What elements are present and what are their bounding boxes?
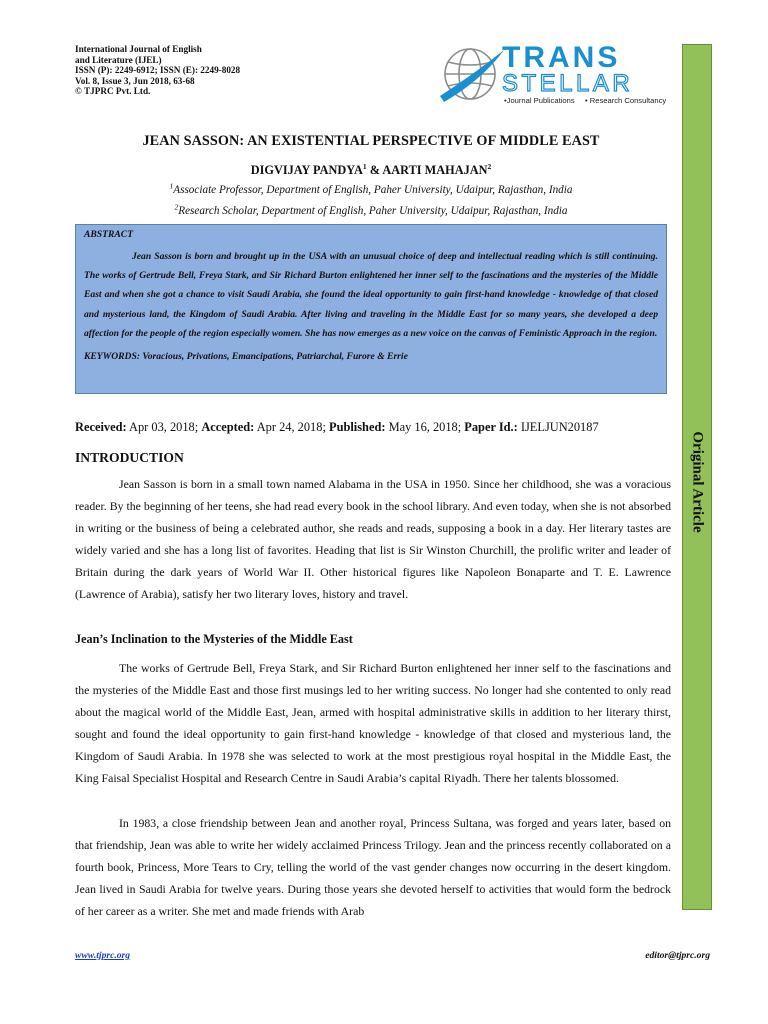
author-2-sup: 2 [487,161,492,171]
received-date: Apr 03, 2018; [126,420,202,434]
introduction-heading: INTRODUCTION [75,450,184,465]
issn: ISSN (P): 2249-6912; ISSN (E): 2249-8028 [75,65,241,76]
published-date: May 16, 2018; [385,420,465,434]
abstract-heading: ABSTRACT [84,229,134,240]
published-label: Published: [329,420,386,434]
affiliation-2 [75,202,667,217]
author-1-sup: 1 [362,161,367,171]
logo-word-trans: TRANS [502,41,621,74]
author-separator: & [366,163,383,177]
affiliation-2-text: Research Scholar, Department of English, Paher University, Udaipur, Rajasthan, India [178,205,568,217]
author-2: AARTI MAHAJAN [382,163,488,177]
section-subheading: Jean’s Inclination to the Mysteries of the Middle East [75,632,353,646]
keywords: KEYWORDS: Voracious, Privations, Emancipations, Patriarchal, Furore & Errie [84,351,408,363]
journal-name-line1: International Journal of English [75,44,202,54]
received-label: Received: [75,420,127,434]
affiliation-1-text: Associate Professor, Department of English, Paher University, Udaipur, Rajasthan, India [173,184,573,196]
body-paragraph-3: In 1983, a close friendship between Jean and another royal, Princess Sultana, was forged and years later, based on that friendship, Jean was able to write her widely acclaimed Princess Trilogy. Jean and the princess recently collaborated on a fourth book, Princess, More Tears to Cry, telling the world of the vast gender changes now occurring in the desert kingdom. Jean lived in Saudi Arabia for twelve years. During those years she devoted herself to activities that would form the bedrock of her career as a writer. She met and made friends with Arab [75,816,671,918]
intro-paragraph-1: Jean Sasson is born in a small town named Alabama in the USA in 1950. Since her childhood, she was a voracious reader. By the beginning of her teens, she had read every book in the school library. And even today, when she is not absorbed in writing or the business of being a celebrated author, she reads and reads, supposing a book in a day. Her literary tastes are widely varied and she has a long list of favorites. Heading that list is Sir Winston Churchill, the prolific writer and leader of Britain during the dark years of World War II. Other historical figures like Napoleon Bonaparte and T. E. Lawrence (Lawrence of Arabia), satisfy her two literary loves, history and travel. [75,477,671,601]
footer-email: editor@tjprc.org [645,950,710,961]
paper-title: JEAN SASSON: AN EXISTENTIAL PERSPECTIVE OF MIDDLE EAST [142,133,600,149]
article-type-label: Original Article [689,431,706,533]
abstract-box [75,224,667,394]
publication-dates [75,420,675,435]
accepted-label: Accepted: [201,420,255,434]
affiliation-1 [75,181,667,196]
accepted-date: Apr 24, 2018; [254,420,329,434]
logo-tagline-research: • Research Consultancy [585,96,667,105]
journal-info [75,44,375,97]
paper-id-label: Paper Id.: [464,420,518,434]
paper-id: IJELJUN20187 [517,420,599,434]
affiliation-2-sup: 2 [174,202,179,212]
volume-info: Vol. 8, Issue 3, Jun 2018, 63-68 [75,75,195,86]
transstellar-logo [438,40,670,110]
affiliation-1-sup: 1 [169,181,174,191]
authors [75,163,667,178]
logo-word-stellar: STELLAR [502,70,634,97]
body-paragraph-2: The works of Gertrude Bell, Freya Stark, and Sir Richard Burton enlightened her inner self to the fascinations and the mysteries of the Middle East and those first musings led to her writing success. No longer had she contented to only read about the magical world of the Middle East, Jean, armed with hospital administrative skills in addition to her literary thirst, sought and found the ideal opportunity to gain first-hand knowledge - knowledge of that closed and mysterious land, the Kingdom of Saudi Arabia. In 1978 she was selected to work at the most prestigious royal hospital in the Middle East, the King Faisal Specialist Hospital and Research Centre in Saudi Arabia’s capital Riyadh. There her talents blossomed. [75,661,671,785]
author-1: DIGVIJAY PANDYA [250,163,363,177]
logo-tagline-journal: •Journal Publications [504,96,575,105]
footer-website-link[interactable]: www.tjprc.org [75,950,131,961]
abstract-text: Jean Sasson is born and brought up in the USA with an unusual choice of deep and intellectual reading which is still continuing. The works of Gertrude Bell, Freya Stark, and Sir Richard Burton enlightened her inner self to the fascinations and the mysteries of the Middle East and when she got a chance to visit Saudi Arabia, she found the ideal opportunity to gain first-hand knowledge - knowledge of that closed and mysterious land, the Kingdom of Saudi Arabia. After living and traveling in the Middle East for so many years, she developed a deep affection for the people of the region especially women. She has now emerges as a new voice on the canvas of Feministic Approach in the region. [84,251,658,339]
copyright: © TJPRC Pvt. Ltd. [75,86,151,97]
journal-name-line2: and Literature (IJEL) [75,54,162,65]
